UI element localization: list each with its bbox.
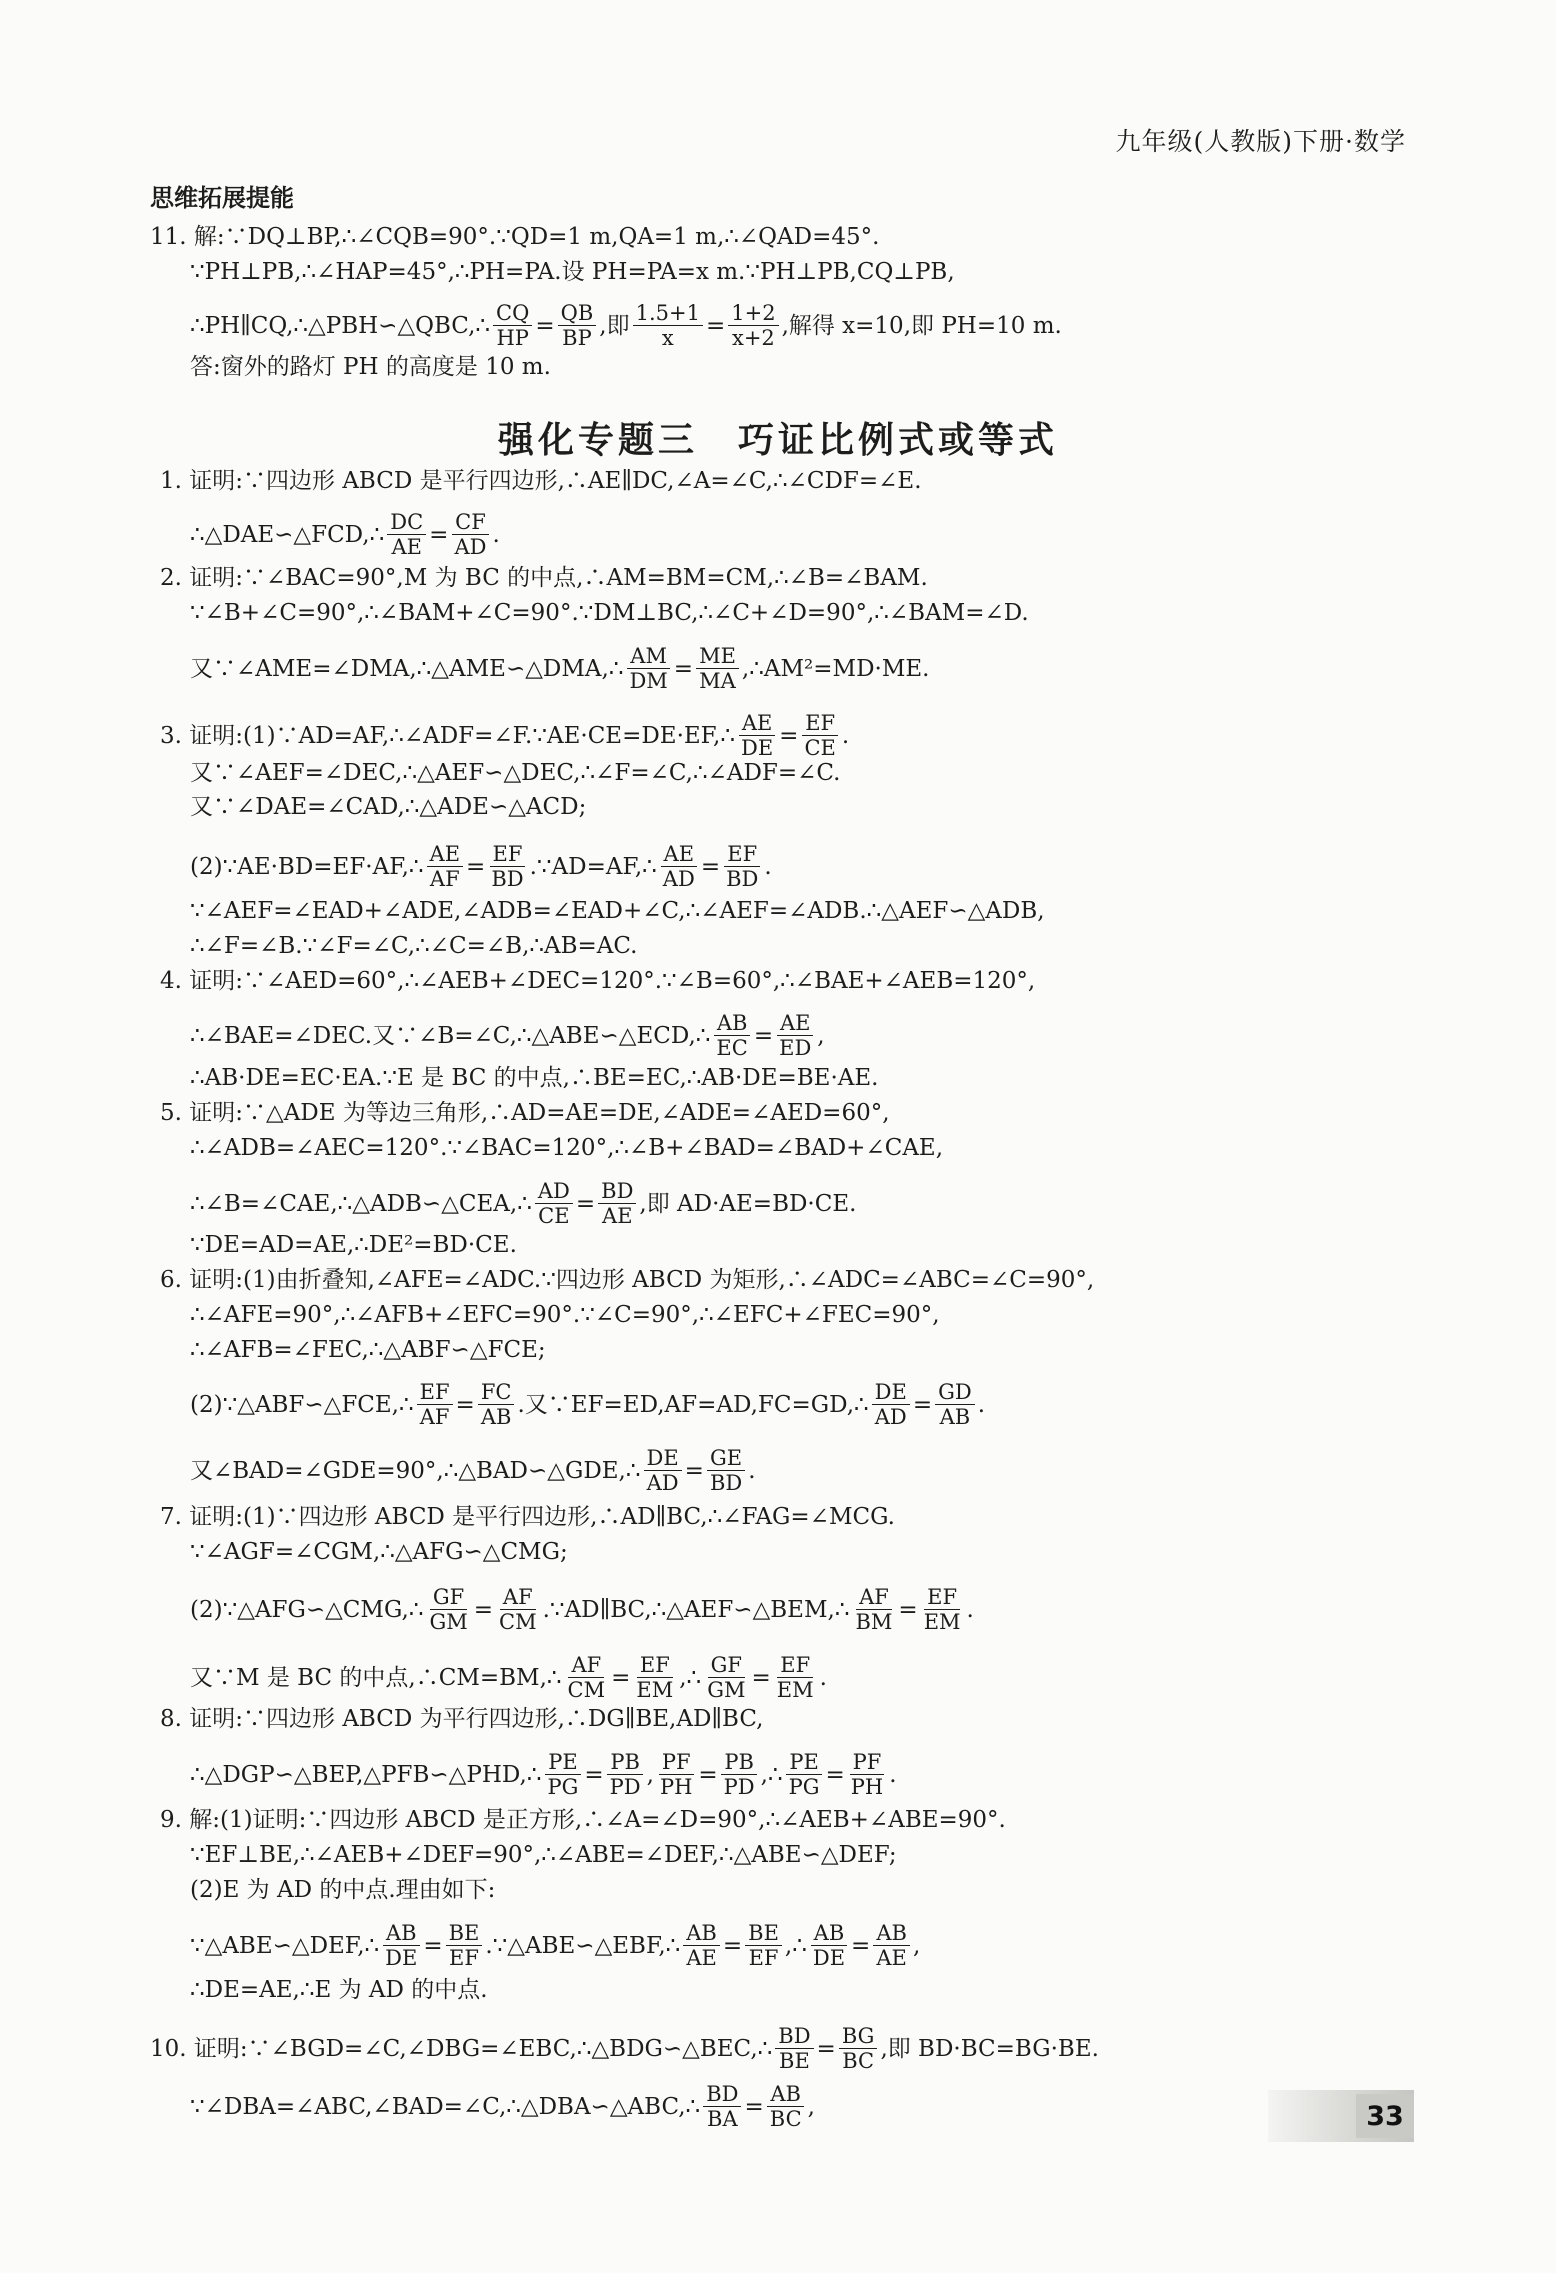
line-text: ∵∠AEF=∠EAD+∠ADE,∠ADB=∠EAD+∠C,∴∠AEF=∠ADB.∴△AEF∽△ADB, — [190, 898, 1045, 924]
fraction — [707, 1447, 745, 1494]
line-text: = — [898, 1596, 918, 1623]
line-text: ∴AB·DE=EC·EA.∵E 是 BC 的中点,∴BE=EC,∴AB·DE=BE·AE. — [190, 1065, 879, 1091]
line-text: = — [455, 1391, 475, 1418]
fraction-numerator: GD — [935, 1381, 975, 1405]
line-text: = — [473, 1596, 494, 1623]
solution-line — [160, 1805, 1006, 1835]
fraction — [852, 1586, 895, 1633]
line-text: 又∠BAD=∠GDE=90°,∴△BAD∽△GDE,∴ — [190, 1457, 641, 1484]
fraction-numerator: BD — [598, 1180, 636, 1204]
fraction-numerator: AF — [856, 1586, 892, 1610]
fraction — [657, 1751, 695, 1798]
solution-line — [190, 1840, 897, 1870]
fraction — [935, 1381, 975, 1428]
line-text: = — [611, 1664, 631, 1691]
line-text: = — [912, 1391, 933, 1418]
line-text: ∵∠AGF=∠CGM,∴△AFG∽△CMG; — [190, 1539, 568, 1565]
solution-line — [150, 222, 879, 252]
page-header: 九年级(人教版)下册·数学 — [1115, 127, 1406, 156]
solution-line — [190, 1751, 897, 1798]
solution-line — [190, 1537, 568, 1567]
line-text: = — [705, 312, 726, 339]
line-text: . — [889, 1761, 897, 1788]
line-text: ∴△DGP∽△BEP,△PFB∽△PHD,∴ — [190, 1761, 542, 1788]
solution-line — [190, 1230, 517, 1260]
line-text: . — [977, 1391, 986, 1418]
fraction — [496, 1586, 540, 1633]
fraction-numerator: AE — [739, 712, 776, 736]
line-text: . — [819, 1664, 827, 1691]
line-text: = — [851, 1932, 871, 1959]
fraction-numerator: EF — [724, 843, 760, 867]
fraction-denominator: GM — [707, 1678, 746, 1702]
fraction-numerator: PF — [659, 1751, 694, 1775]
line-text: ∵EF⊥BE,∴∠AEB+∠DEF=90°,∴∠ABE=∠DEF,∴△ABE∽△DEF; — [190, 1842, 897, 1868]
line-text: 8. 证明:∵四边形 ABCD 为平行四边形,∴DG∥BE,AD∥BC, — [160, 1706, 764, 1732]
line-text: . — [764, 853, 772, 880]
fraction — [921, 1586, 964, 1633]
fraction-denominator: PH — [659, 1775, 693, 1799]
solution-line — [160, 1098, 890, 1128]
solution-line — [190, 1381, 985, 1428]
line-text: = — [584, 1761, 604, 1788]
fraction-numerator: 1+2 — [728, 302, 778, 326]
fraction-denominator: CM — [499, 1610, 537, 1634]
line-text: = — [535, 312, 555, 339]
fraction-denominator: DE — [812, 1946, 846, 1970]
solution-line — [190, 1012, 825, 1059]
fraction-denominator: PG — [547, 1775, 579, 1799]
line-text: ,即 AD·AE=BD·CE. — [639, 1190, 857, 1217]
line-text: ∵△ABE∽△DEF,∴ — [190, 1932, 380, 1959]
fraction-numerator: EF — [777, 1654, 813, 1678]
fraction-numerator: EF — [417, 1381, 453, 1405]
fraction-denominator: DM — [629, 669, 668, 693]
fraction — [565, 1654, 609, 1701]
fraction-numerator: AF — [500, 1586, 536, 1610]
fraction-denominator: ED — [779, 1036, 812, 1060]
solution-line — [190, 1133, 943, 1163]
solution-line — [190, 511, 500, 558]
fraction — [451, 511, 489, 558]
fraction-numerator: AF — [568, 1654, 604, 1678]
solution-line — [190, 792, 586, 822]
solution-line — [160, 466, 922, 496]
line-text: 11. 解:∵DQ⊥BP,∴∠CQB=90°.∵QD=1 m,QA=1 m,∴∠QAD=45°. — [150, 224, 880, 250]
fraction-numerator: BD — [703, 2083, 741, 2107]
line-text: ∴∠F=∠B.∵∠F=∠C,∴∠C=∠B,∴AB=AC. — [190, 933, 638, 959]
fraction-denominator: GM — [429, 1610, 468, 1634]
fraction-denominator: AD — [454, 535, 487, 559]
line-text: . — [492, 521, 500, 548]
fraction-denominator: BD — [726, 867, 759, 891]
line-text: 又∵∠DAE=∠CAD,∴△ADE∽△ACD; — [190, 794, 587, 820]
fraction-denominator: AD — [662, 867, 695, 891]
fraction-denominator: PD — [723, 1775, 755, 1799]
fraction — [704, 1654, 748, 1701]
fraction-numerator: EF — [802, 712, 838, 736]
solution-line — [190, 1654, 827, 1701]
fraction — [493, 302, 532, 349]
fraction-denominator: BA — [707, 2107, 738, 2131]
line-text: = — [700, 853, 721, 880]
fraction-denominator: DE — [385, 1946, 418, 1970]
fraction — [683, 1922, 720, 1969]
fraction-denominator: x — [661, 326, 674, 350]
fraction-denominator: PD — [609, 1775, 641, 1799]
section-title: 思维拓展提能 — [150, 184, 294, 212]
solution-line — [190, 1335, 546, 1365]
fraction — [745, 1922, 782, 1969]
fraction — [776, 1012, 814, 1059]
fraction-numerator: PE — [786, 1751, 821, 1775]
fraction — [696, 645, 739, 692]
fraction-denominator: AB — [480, 1405, 512, 1429]
fraction — [387, 511, 426, 558]
fraction-denominator: AF — [419, 1405, 450, 1429]
fraction-numerator: EF — [924, 1586, 960, 1610]
line-text: ,∴ — [784, 1932, 807, 1959]
fraction-denominator: EM — [923, 1610, 961, 1634]
fraction — [810, 1922, 848, 1969]
solution-line — [190, 1975, 488, 2005]
fraction-denominator: PH — [850, 1775, 884, 1799]
fraction — [426, 1586, 470, 1633]
fraction — [535, 1180, 573, 1227]
solution-line — [160, 1502, 895, 1532]
line-text: = — [429, 521, 449, 548]
line-text: ∵DE=AD=AE,∴DE²=BD·CE. — [190, 1232, 517, 1258]
fraction-denominator: x+2 — [731, 326, 775, 350]
fraction — [703, 2083, 741, 2130]
line-text: = — [684, 1457, 704, 1484]
fraction-numerator: PB — [721, 1751, 757, 1775]
line-text: ,∴ — [760, 1761, 783, 1788]
fraction-numerator: FC — [478, 1381, 515, 1405]
fraction-numerator: CF — [452, 511, 489, 535]
line-text: (2)E 为 AD 的中点.理由如下: — [190, 1877, 496, 1903]
fraction — [839, 2025, 878, 2072]
fraction-numerator: AM — [627, 645, 670, 669]
fraction-numerator: AD — [535, 1180, 573, 1204]
line-text: .∵△ABE∽△EBF,∴ — [485, 1932, 681, 1959]
solution-line — [190, 2083, 815, 2130]
fraction — [801, 712, 838, 759]
fraction — [713, 1012, 750, 1059]
solution-line — [190, 758, 841, 788]
line-text: = — [779, 722, 799, 749]
fraction-numerator: PF — [850, 1751, 885, 1775]
fraction-numerator: AB — [767, 2083, 804, 2107]
line-text: 6. 证明:(1)由折叠知,∠AFE=∠ADC.∵四边形 ABCD 为矩形,∴∠ADC=∠ABC=∠C=90°, — [160, 1267, 1095, 1293]
fraction-numerator: GE — [707, 1447, 745, 1471]
fraction-numerator: AE — [777, 1012, 814, 1036]
solution-line — [160, 563, 928, 593]
line-text: . — [966, 1596, 974, 1623]
fraction — [774, 1654, 817, 1701]
line-text: ,∴AM²=MD·ME. — [741, 655, 930, 682]
fraction-numerator: DE — [644, 1447, 682, 1471]
fraction-numerator: AE — [661, 843, 698, 867]
fraction-denominator: PG — [788, 1775, 820, 1799]
line-text: ∵PH⊥PB,∴∠HAP=45°,∴PH=PA.设 PH=PA=x m.∵PH⊥PB,CQ⊥PB, — [190, 259, 955, 285]
line-text: = — [575, 1190, 596, 1217]
solution-line — [190, 1875, 495, 1905]
solution-line — [190, 645, 929, 692]
fraction — [417, 1381, 453, 1428]
line-text: = — [698, 1761, 718, 1788]
line-text: (2)∵△AFG∽△CMG,∴ — [190, 1596, 424, 1623]
fraction — [488, 843, 526, 890]
fraction-numerator: ME — [696, 645, 739, 669]
fraction-denominator: BD — [491, 867, 524, 891]
line-text: = — [673, 655, 694, 682]
fraction-denominator: BC — [842, 2049, 875, 2073]
line-text: = — [722, 1932, 743, 1959]
solution-line — [160, 1704, 763, 1734]
fraction-denominator: CE — [804, 736, 836, 760]
fraction-numerator: EF — [490, 843, 526, 867]
line-text: ∵∠DBA=∠ABC,∠BAD=∠C,∴△DBA∽△ABC,∴ — [190, 2093, 701, 2120]
line-text: . — [841, 722, 850, 749]
line-text: ,∴ — [679, 1664, 702, 1691]
solution-line — [190, 1063, 878, 1093]
line-text: 又∵∠AME=∠DMA,∴△AME∽△DMA,∴ — [190, 655, 624, 682]
line-text: ,即 — [599, 312, 630, 339]
fraction — [767, 2083, 805, 2130]
solution-line — [190, 257, 955, 287]
fraction — [478, 1381, 515, 1428]
line-text: ∴∠BAE=∠DEC.又∵∠B=∠C,∴△ABE∽△ECD,∴ — [190, 1022, 711, 1049]
line-text: .∵AD=AF,∴ — [529, 853, 657, 880]
fraction-denominator: CE — [538, 1204, 570, 1228]
line-text: = — [825, 1761, 845, 1788]
line-text: = — [466, 853, 486, 880]
fraction-numerator: BD — [775, 2025, 813, 2049]
fraction-numerator: QB — [558, 302, 597, 326]
fraction-denominator: EF — [748, 1946, 779, 1970]
line-text: ∴∠AFB=∠FEC,∴△ABF∽△FCE; — [190, 1337, 546, 1363]
fraction — [872, 1381, 910, 1428]
fraction-numerator: BE — [745, 1922, 782, 1946]
line-text: 又∵∠AEF=∠DEC,∴△AEF∽△DEC,∴∠F=∠C,∴∠ADF=∠C. — [190, 760, 841, 786]
solution-line — [160, 966, 1035, 996]
fraction-numerator: AE — [427, 843, 464, 867]
fraction-denominator: AF — [429, 867, 460, 891]
fraction-numerator: AB — [811, 1922, 848, 1946]
fraction-numerator: DE — [872, 1381, 910, 1405]
line-text: 1. 证明:∵四边形 ABCD 是平行四边形,∴AE∥DC,∠A=∠C,∴∠CDF=∠E. — [160, 468, 922, 494]
fraction — [660, 843, 698, 890]
line-text: ∴DE=AE,∴E 为 AD 的中点. — [190, 1977, 488, 2003]
fraction — [848, 1751, 886, 1798]
fraction — [873, 1922, 910, 1969]
solution-line — [190, 1180, 856, 1227]
fraction — [723, 843, 761, 890]
line-text: = — [744, 2093, 764, 2120]
solution-line — [190, 1447, 756, 1494]
fraction — [382, 1922, 420, 1969]
fraction-denominator: BP — [562, 326, 592, 350]
fraction-denominator: BC — [769, 2107, 802, 2131]
fraction-denominator: AE — [391, 535, 422, 559]
fraction-denominator: EM — [636, 1678, 674, 1702]
fraction-denominator: AD — [874, 1405, 907, 1429]
line-text: = — [753, 1022, 774, 1049]
fraction-denominator: HP — [496, 326, 529, 350]
fraction — [558, 302, 597, 349]
line-text: .又∵EF=ED,AF=AD,FC=GD,∴ — [517, 1391, 869, 1418]
fraction-numerator: PE — [545, 1751, 580, 1775]
line-text: = — [423, 1932, 443, 1959]
fraction-denominator: AE — [876, 1946, 907, 1970]
fraction — [633, 302, 703, 349]
fraction-numerator: CQ — [493, 302, 532, 326]
fraction — [786, 1751, 823, 1798]
fraction — [598, 1180, 636, 1227]
page-number: 33 — [1356, 2094, 1414, 2138]
line-text: (2)∵AE·BD=EF·AF,∴ — [190, 853, 424, 880]
line-text: 4. 证明:∵∠AED=60°,∴∠AEB+∠DEC=120°.∵∠B=60°,∴∠BAE+∠AEB=120°, — [160, 968, 1036, 994]
fraction — [544, 1751, 581, 1798]
solution-line — [160, 712, 849, 759]
line-text: 2. 证明:∵∠BAC=90°,M 为 BC 的中点,∴AM=BM=CM,∴∠B=∠BAM. — [160, 565, 928, 591]
fraction-numerator: AB — [683, 1922, 720, 1946]
line-text: , — [807, 2093, 815, 2120]
line-text: , — [817, 1022, 825, 1049]
fraction-numerator: BE — [446, 1922, 483, 1946]
line-text: 10. 证明:∵∠BGD=∠C,∠DBG=∠EBC,∴△BDG∽△BEC,∴ — [150, 2035, 773, 2062]
line-text: 9. 解:(1)证明:∵四边形 ABCD 是正方形,∴∠A=∠D=90°,∴∠AEB+∠ABE=90°. — [160, 1807, 1006, 1833]
line-text: = — [751, 1664, 771, 1691]
line-text: ∵∠B+∠C=90°,∴∠BAM+∠C=90°.∵DM⊥BC,∴∠C+∠D=90°,∴∠BAM=∠D. — [190, 600, 1029, 626]
line-text: , — [912, 1932, 921, 1959]
fraction-numerator: 1.5+1 — [633, 302, 703, 326]
solution-line — [190, 352, 551, 382]
fraction-denominator: AE — [686, 1946, 717, 1970]
line-text: , — [646, 1761, 654, 1788]
fraction-denominator: EC — [716, 1036, 748, 1060]
fraction — [728, 302, 778, 349]
fraction-numerator: AB — [383, 1922, 420, 1946]
solution-line — [190, 1300, 940, 1330]
solution-line — [190, 598, 1029, 628]
fraction-numerator: AB — [714, 1012, 751, 1036]
special-topic-title: 强化专题三 巧证比例式或等式 — [497, 420, 1058, 461]
line-text: .∵AD∥BC,∴△AEF∽△BEM,∴ — [542, 1596, 850, 1623]
line-text: ∴∠ADB=∠AEC=120°.∵∠BAC=120°,∴∠B+∠BAD=∠BAD+∠CAE, — [190, 1135, 944, 1161]
solution-line — [190, 1586, 974, 1633]
fraction — [738, 712, 776, 759]
fraction-denominator: BE — [779, 2049, 810, 2073]
line-text: ∴PH∥CQ,∴△PBH∽△QBC,∴ — [190, 312, 491, 339]
fraction-numerator: DC — [387, 511, 426, 535]
solution-line — [190, 896, 1045, 926]
fraction-numerator: PB — [607, 1751, 643, 1775]
fraction — [607, 1751, 644, 1798]
fraction-numerator: EF — [637, 1654, 673, 1678]
line-text: = — [816, 2035, 836, 2062]
fraction — [446, 1922, 483, 1969]
line-text: (2)∵△ABF∽△FCE,∴ — [190, 1391, 414, 1418]
fraction — [644, 1447, 682, 1494]
fraction — [775, 2025, 813, 2072]
fraction-numerator: GF — [708, 1654, 745, 1678]
page-number-tab — [1268, 2090, 1414, 2142]
fraction-denominator: AE — [602, 1204, 633, 1228]
line-text: 3. 证明:(1)∵AD=AF,∴∠ADF=∠F.∵AE·CE=DE·EF,∴ — [160, 722, 735, 749]
fraction-numerator: GF — [430, 1586, 467, 1610]
line-text: . — [748, 1457, 756, 1484]
line-text: 又∵M 是 BC 的中点,∴CM=BM,∴ — [190, 1664, 562, 1691]
fraction — [721, 1751, 758, 1798]
fraction-denominator: AD — [646, 1471, 679, 1495]
line-text: 7. 证明:(1)∵四边形 ABCD 是平行四边形,∴AD∥BC,∴∠FAG=∠MCG. — [160, 1504, 895, 1530]
fraction-numerator: BG — [839, 2025, 878, 2049]
fraction-denominator: BD — [709, 1471, 743, 1495]
solution-line — [190, 931, 638, 961]
line-text: ,解得 x=10,即 PH=10 m. — [781, 312, 1062, 339]
line-text: ∴△DAE∽△FCD,∴ — [190, 521, 385, 548]
fraction — [633, 1654, 676, 1701]
fraction-denominator: EM — [776, 1678, 814, 1702]
solution-line — [150, 2025, 1099, 2072]
line-text: 5. 证明:∵△ADE 为等边三角形,∴AD=AE=DE,∠ADE=∠AED=60°, — [160, 1100, 890, 1126]
fraction — [427, 843, 464, 890]
line-text: 答:窗外的路灯 PH 的高度是 10 m. — [190, 354, 551, 380]
line-text: ∴∠AFE=90°,∴∠AFB+∠EFC=90°.∵∠C=90°,∴∠EFC+∠FEC=90°, — [190, 1302, 940, 1328]
solution-line — [190, 1922, 920, 1969]
fraction-denominator: EF — [449, 1946, 479, 1970]
fraction-denominator: CM — [567, 1678, 606, 1702]
fraction-denominator: BM — [855, 1610, 893, 1634]
solution-line — [190, 843, 772, 890]
line-text: ∴∠B=∠CAE,∴△ADB∽△CEA,∴ — [190, 1190, 532, 1217]
fraction-numerator: AB — [873, 1922, 910, 1946]
solution-line — [160, 1265, 1094, 1295]
fraction — [626, 645, 670, 692]
solution-line — [190, 302, 1062, 349]
fraction-denominator: AB — [939, 1405, 971, 1429]
fraction-denominator: MA — [699, 669, 736, 693]
fraction-denominator: DE — [741, 736, 774, 760]
line-text: ,即 BD·BC=BG·BE. — [880, 2035, 1099, 2062]
